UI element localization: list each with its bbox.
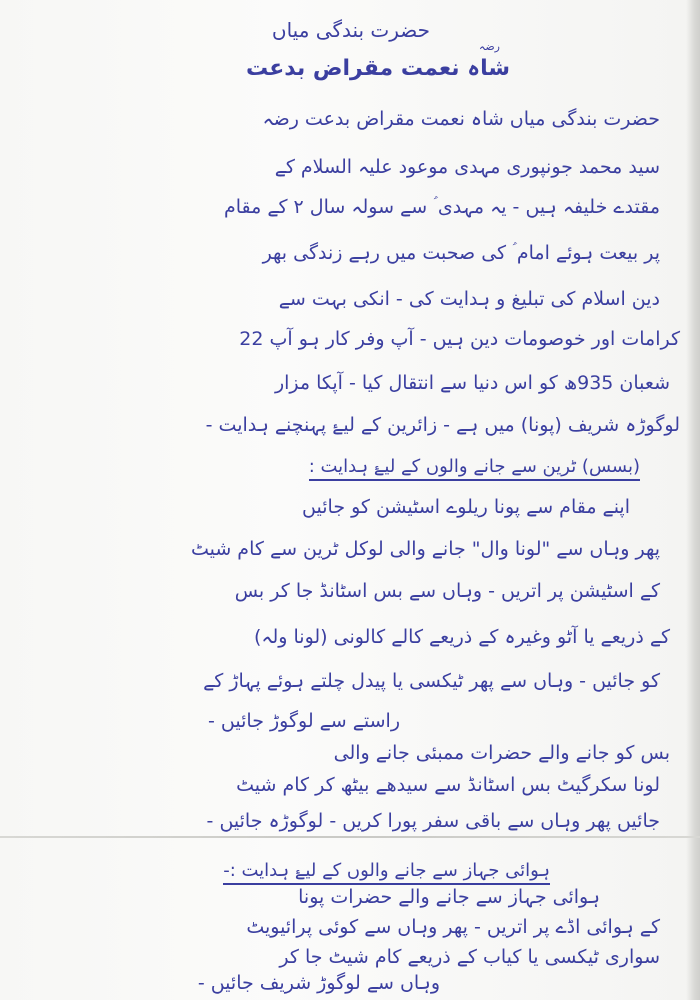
paragraph-line: لوگوڑہ شریف (پونا) میں ہے - زائرین کے لیۓ پہنچنے ہدایت - [205, 414, 680, 436]
paragraph-line: حضرت بندگی میاں شاہ نعمت مقراض بدعت رضہ [262, 108, 660, 130]
paper-edge-shadow [686, 0, 700, 1000]
paragraph-line: پر بیعت ہوئے امام ؑ کی صحبت میں رہے زندگی بھر [262, 242, 660, 264]
paragraph-line: دین اسلام کی تبلیغ و ہدایت کی - انکی بہت سے [278, 288, 660, 310]
section-line: کے ذریعے یا آٹو وغیرہ کے ذریعے کالے کالونی (لونا ولہ) [253, 626, 670, 648]
paragraph-line: کرامات اور خوصومات دین ہیں - آپ وفر کار ہو آپ 22 [239, 328, 680, 350]
title-line-1: حضرت بندگی میاں [271, 18, 430, 42]
section-line: ہوائی جہاز سے جانے والے حضرات پونا [298, 886, 600, 908]
title-honorific: رضہ [478, 40, 500, 53]
section-line: کے ہوائی اڈے پر اتریں - پھر وہاں سے کوئی پرائیویٹ [246, 916, 660, 938]
section-line: سواری ٹیکسی یا کیاب کے ذریعے کام شیٹ جا کر [279, 946, 660, 968]
section-line: کو جائیں - وہاں سے پھر ٹیکسی یا پیدل چلتے ہوئے پہاڑ کے [203, 670, 660, 692]
section-line: جائیں پھر وہاں سے باقی سفر پورا کریں - لوگوڑہ جائیں - [206, 810, 660, 832]
section-heading-train: (بسس) ٹرین سے جانے والوں کے لیۓ ہدایت : [309, 456, 640, 481]
section-line: بس کو جانے والے حضرات ممبئی جانے والی [333, 742, 670, 764]
section-line: کے اسٹیشن پر اتریں - وہاں سے بس اسٹانڈ جا کر بس [234, 580, 660, 602]
paragraph-line: شعبان 935ھ کو اس دنیا سے انتقال کیا - آپکا مزار [274, 372, 670, 394]
paragraph-line: مقتدے خلیفہ ہیں - یہ مہدی ؑ سے سولہ سال ۲ کے مقام [223, 196, 660, 218]
section-line: پھر وہاں سے "لونا وال" جانے والی لوکل ٹرین سے کام شیٹ [190, 538, 660, 560]
paper-fold-line [0, 836, 700, 838]
section-heading-air: ہوائی جہاز سے جانے والوں کے لیۓ ہدایت :- [223, 860, 550, 885]
section-line: وہاں سے لوگوڑ شریف جائیں - [197, 972, 440, 994]
section-line: اپنے مقام سے پونا ریلوے اسٹیشن کو جائیں [302, 496, 630, 518]
paragraph-line: سید محمد جونپوری مہدی موعود علیہ السلام کے [274, 156, 660, 178]
section-line: راستے سے لوگوڑ جائیں - [208, 710, 400, 732]
section-line: لونا سکرگیٹ بس اسٹانڈ سے سیدھے بیٹھ کر کام شیٹ [236, 774, 660, 796]
title-line-2: شاہ نعمت مقراض بدعت [245, 56, 510, 81]
